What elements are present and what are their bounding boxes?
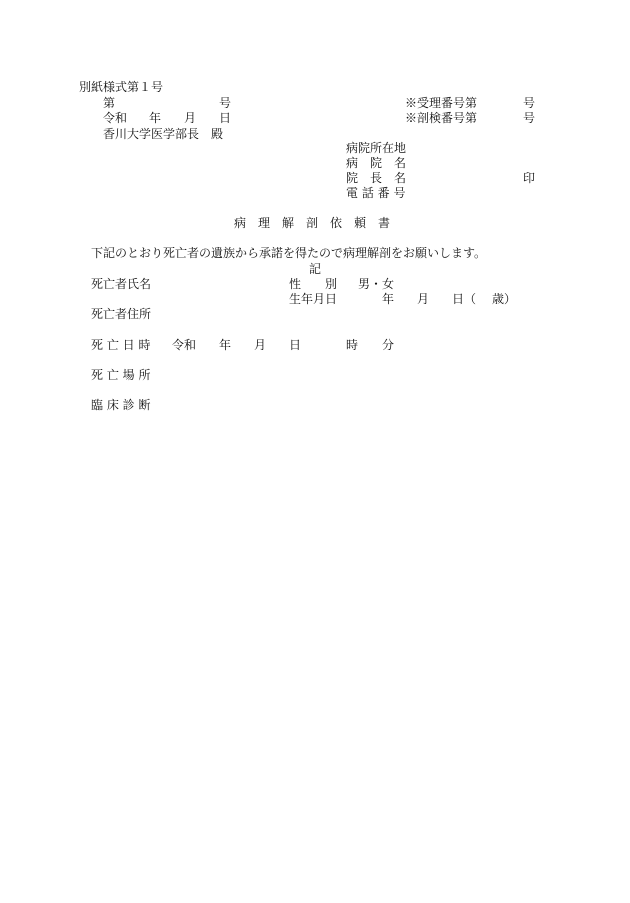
- death-month: 月: [254, 338, 267, 352]
- birth-date-label: 生年月日: [289, 292, 338, 306]
- death-minute: 分: [382, 338, 395, 352]
- death-datetime-label: 死 亡 日 時: [91, 338, 151, 352]
- death-place-label: 死 亡 場 所: [91, 368, 151, 382]
- number-prefix: 第: [103, 96, 116, 110]
- ki-heading: 記: [309, 262, 322, 276]
- birth-month: 月: [417, 292, 430, 306]
- number-suffix: 号: [219, 96, 232, 110]
- date-era: 令和: [103, 111, 128, 125]
- addressee: 香川大学医学部長 殿: [103, 127, 224, 141]
- document-title: 病 理 解 剖 依 頼 書: [234, 216, 391, 230]
- seal-mark: 印: [523, 171, 536, 185]
- date-month: 月: [184, 111, 197, 125]
- autopsy-number-label: ※剖検番号第: [405, 111, 478, 125]
- death-era: 令和: [172, 338, 197, 352]
- form-id: 別紙様式第１号: [79, 80, 164, 94]
- sex-label: 性 別: [289, 277, 338, 291]
- deceased-name-label: 死亡者氏名: [91, 277, 152, 291]
- phone-label: 電 話 番 号: [346, 186, 406, 200]
- clinical-diagnosis-label: 臨 床 診 断: [91, 398, 151, 412]
- hospital-address-label: 病院所在地: [346, 141, 407, 155]
- death-year: 年: [219, 338, 232, 352]
- sex-options: 男・女: [358, 277, 395, 291]
- hospital-name-label: 病 院 名: [346, 156, 407, 170]
- birth-year: 年: [382, 292, 395, 306]
- age-label: 歳）: [492, 292, 517, 306]
- date-day: 日: [219, 111, 232, 125]
- receipt-number-label: ※受理番号第: [405, 96, 478, 110]
- receipt-number-suffix: 号: [523, 96, 536, 110]
- date-year: 年: [149, 111, 162, 125]
- director-name-label: 院 長 名: [346, 171, 407, 185]
- death-day: 日: [289, 338, 302, 352]
- birth-day: 日（: [452, 292, 477, 306]
- autopsy-number-suffix: 号: [523, 111, 536, 125]
- request-text: 下記のとおり死亡者の遺族から承諾を得たので病理解剖をお願いします。: [91, 246, 487, 260]
- deceased-address-label: 死亡者住所: [91, 307, 152, 321]
- death-hour: 時: [346, 338, 359, 352]
